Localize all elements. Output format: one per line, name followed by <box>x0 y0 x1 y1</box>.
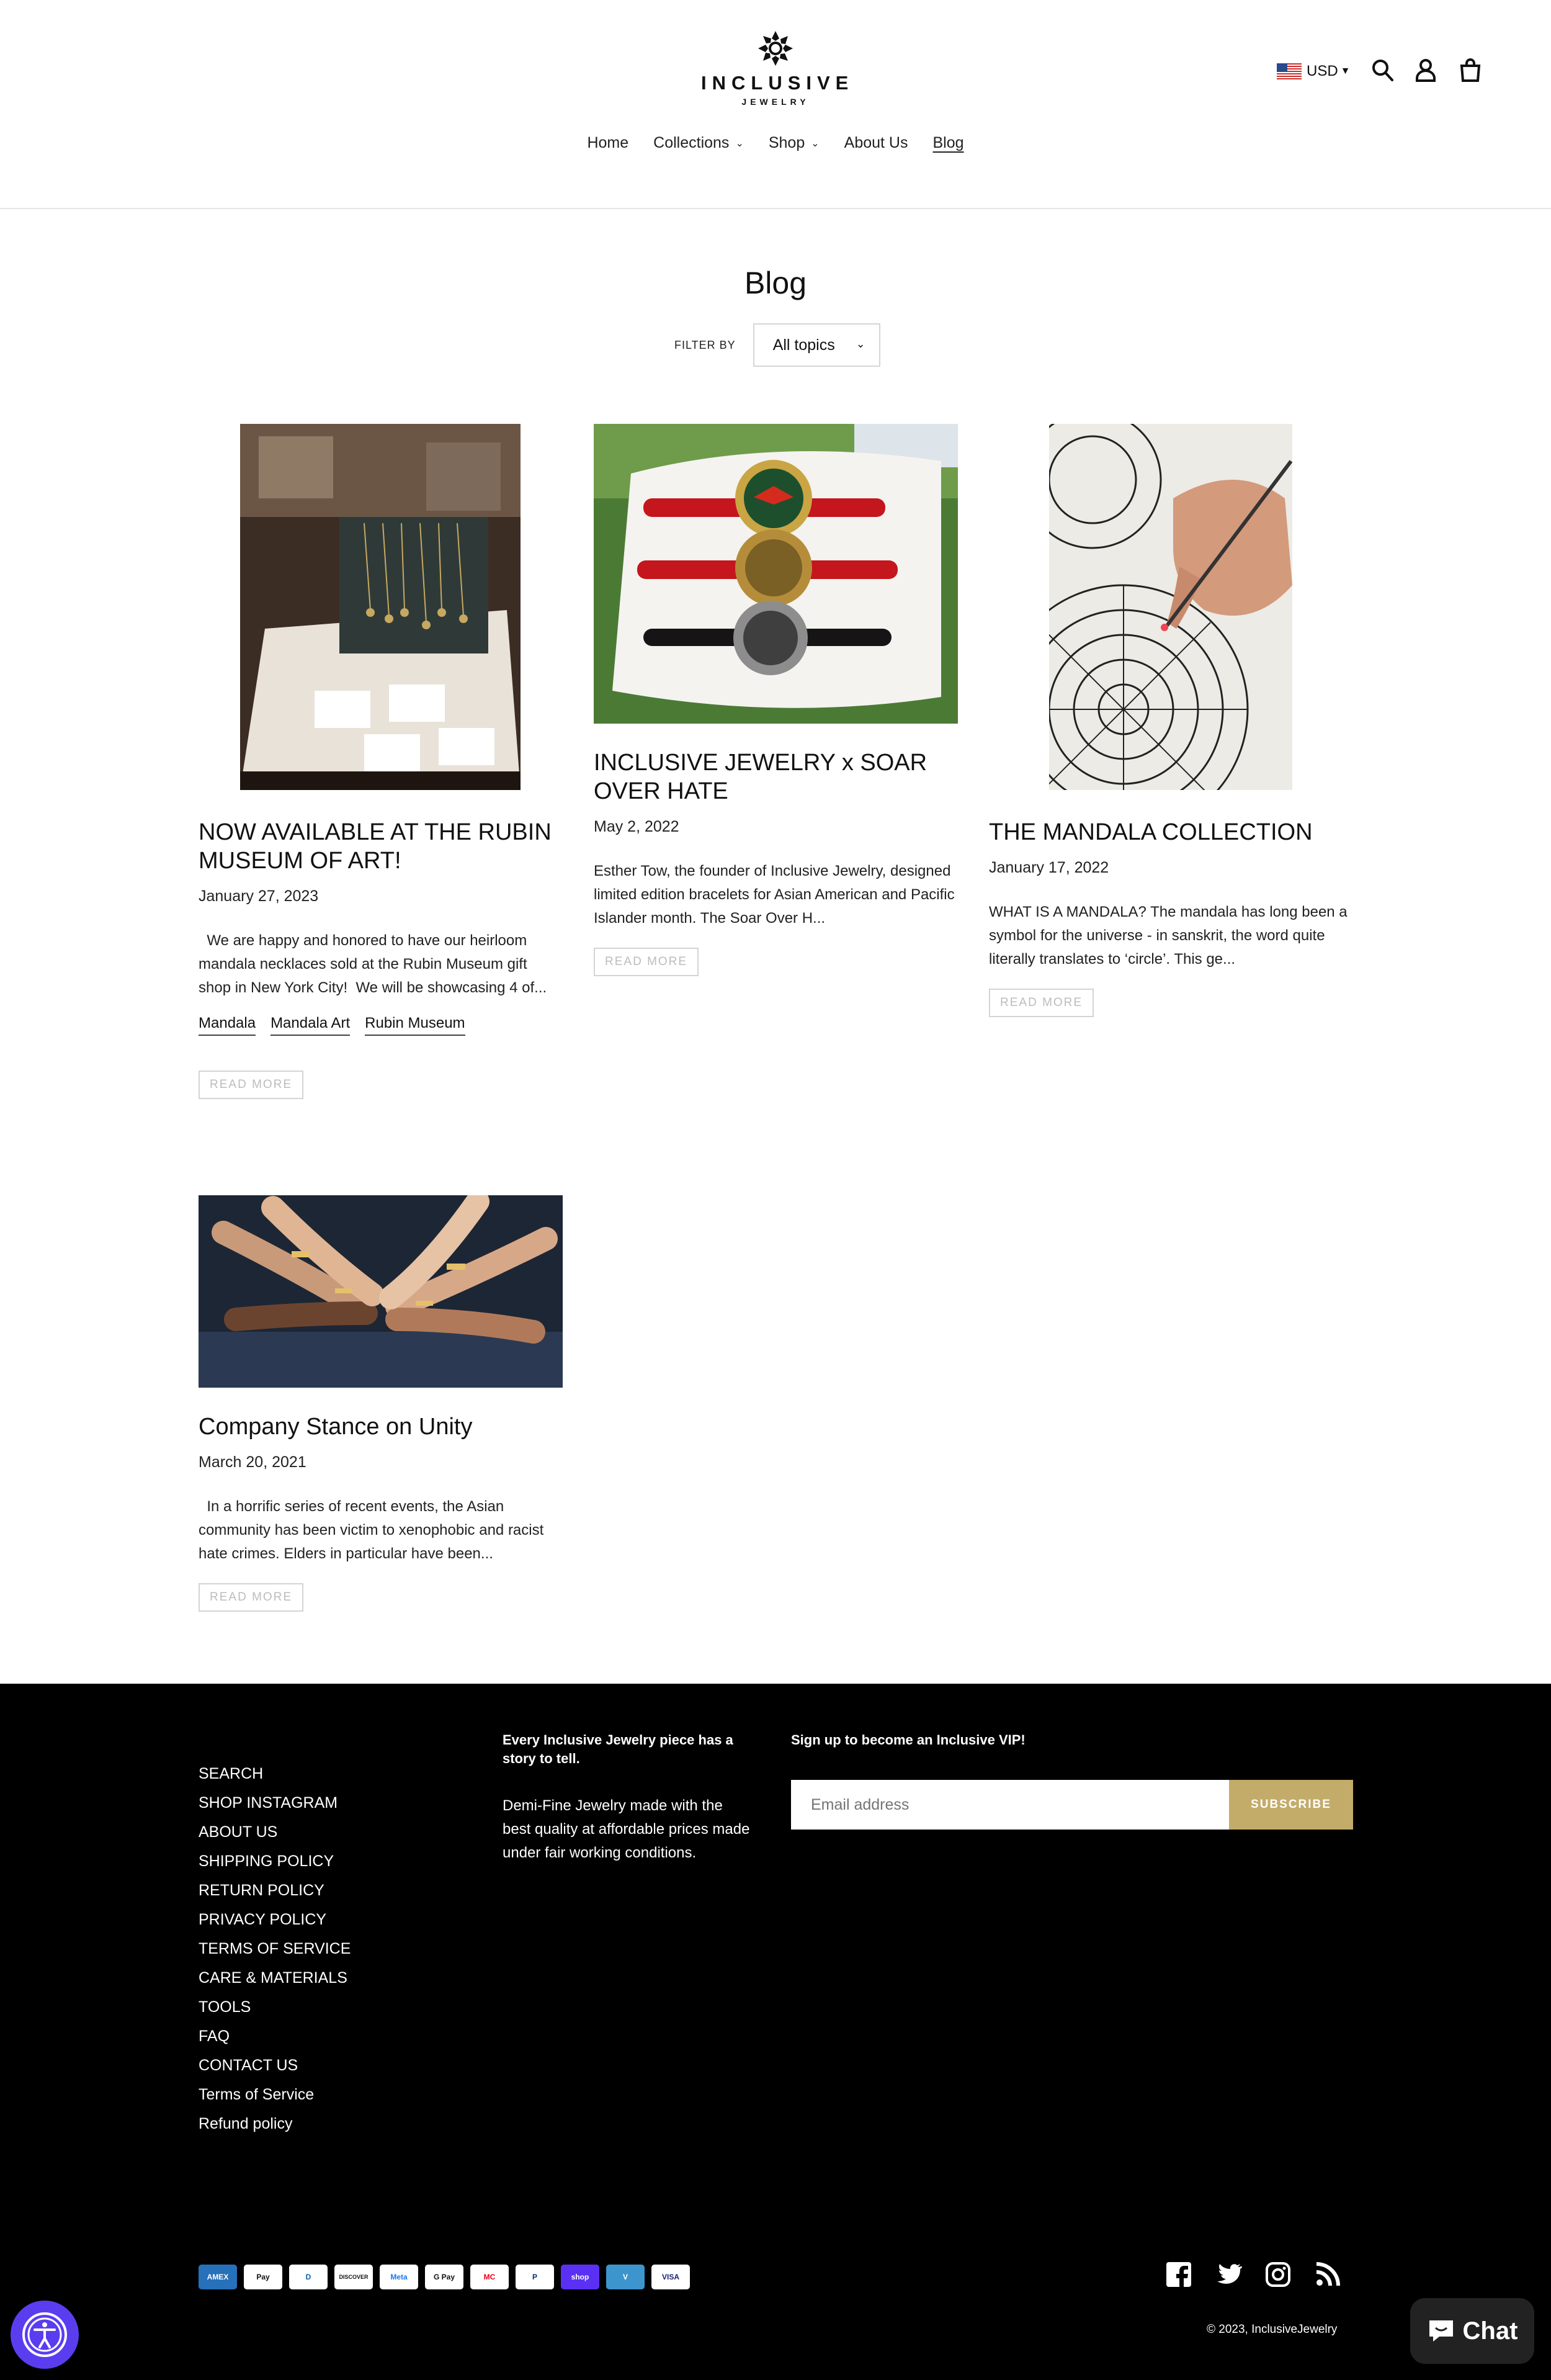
tag-mandala[interactable]: Mandala <box>199 1015 256 1036</box>
meta-pay-icon: Meta <box>380 2265 418 2289</box>
discover-icon: DISCOVER <box>334 2265 373 2289</box>
nav-shop[interactable]: Shop ⌄ <box>768 134 820 151</box>
nav-home[interactable]: Home <box>587 134 629 151</box>
chevron-down-icon: ⌄ <box>811 138 820 149</box>
tag-mandala-art[interactable]: Mandala Art <box>270 1015 350 1036</box>
accessibility-icon <box>20 2310 69 2360</box>
currency-label: USD <box>1307 63 1338 79</box>
chevron-down-icon: ⌄ <box>735 138 744 149</box>
caret-down-icon: ▼ <box>1340 66 1351 76</box>
search-icon[interactable] <box>1370 57 1395 83</box>
rss-icon[interactable] <box>1314 2261 1341 2288</box>
footer-link-return-policy[interactable]: RETURN POLICY <box>199 1882 324 1899</box>
nav-collections[interactable]: Collections ⌄ <box>653 134 744 151</box>
footer-link-search[interactable]: SEARCH <box>199 1765 264 1782</box>
chat-label: Chat <box>1462 2317 1518 2345</box>
us-flag-icon <box>1277 63 1302 79</box>
footer-link-terms-of-service-2[interactable]: Terms of Service <box>199 2086 315 2103</box>
article-card <box>199 424 563 1099</box>
read-more-button[interactable]: READ MORE <box>199 1071 303 1099</box>
read-more-button[interactable]: READ MORE <box>594 948 699 976</box>
nav-about-us[interactable]: About Us <box>844 134 908 151</box>
diners-club-icon: D <box>289 2265 328 2289</box>
footer-link-terms-of-service[interactable]: TERMS OF SERVICE <box>199 1940 351 1957</box>
footer-story-text: Demi-Fine Jewelry made with the best quality at affordable prices made under fair working conditions. <box>503 1797 750 1861</box>
instagram-icon[interactable] <box>1264 2261 1292 2288</box>
article-excerpt: Esther Tow, the founder of Inclusive Jewelry, designed limited edition bracelets for Asian American and Pacific Islander month. The Soar Over H... <box>594 863 955 927</box>
logo-title: INCLUSIVE <box>701 72 854 94</box>
article-excerpt: In a horrific series of recent events, the Asian community has been victim to xenophobic and racist hate crimes. Elders in particular have been... <box>199 1498 548 1562</box>
visa-icon: VISA <box>651 2265 690 2289</box>
article-title[interactable]: Company Stance on Unity <box>199 1414 473 1440</box>
read-more-button[interactable]: READ MORE <box>989 989 1094 1017</box>
logo-subtitle: JEWELRY <box>741 97 810 107</box>
footer-link-privacy-policy[interactable]: PRIVACY POLICY <box>199 1911 327 1928</box>
article-title[interactable]: INCLUSIVE JEWELRY x SOAR OVER HATE <box>594 750 927 804</box>
facebook-icon[interactable] <box>1165 2261 1192 2288</box>
nav-blog[interactable]: Blog <box>932 134 964 151</box>
read-more-button[interactable]: READ MORE <box>199 1583 303 1612</box>
tag-rubin-museum[interactable]: Rubin Museum <box>365 1015 465 1036</box>
google-pay-icon: G Pay <box>425 2265 463 2289</box>
social-links <box>1165 2261 1341 2288</box>
mastercard-icon: MC <box>470 2265 509 2289</box>
footer-link-shipping-policy[interactable]: SHIPPING POLICY <box>199 1852 334 1870</box>
payment-icons <box>199 2265 690 2289</box>
site-header <box>0 0 1551 209</box>
footer-link-shop-instagram[interactable]: SHOP INSTAGRAM <box>199 1794 338 1812</box>
article-image-mandala[interactable] <box>1049 424 1292 790</box>
twitter-icon[interactable] <box>1215 2261 1242 2288</box>
article-image-rubin-museum[interactable] <box>240 424 521 790</box>
topic-filter <box>674 323 880 367</box>
logo-mark-icon <box>754 27 797 70</box>
footer-link-about-us[interactable]: ABOUT US <box>199 1823 278 1841</box>
article-image-soar-over-hate[interactable] <box>594 424 958 724</box>
article-tags <box>199 1015 563 1036</box>
shop-pay-icon: shop <box>561 2265 599 2289</box>
article-card <box>199 1195 563 1612</box>
footer-signup-heading: Sign up to become an Inclusive VIP! <box>791 1732 1026 1748</box>
chat-button[interactable] <box>1410 2298 1534 2364</box>
copyright: © 2023, InclusiveJewelry <box>1207 2323 1338 2336</box>
article-excerpt: WHAT IS A MANDALA? The mandala has long been a symbol for the universe - in sanskrit, the word quite literally translates to ‘circle’. This ge... <box>989 904 1348 968</box>
main-nav <box>0 130 1551 156</box>
topic-select[interactable] <box>753 323 880 367</box>
article-title[interactable]: THE MANDALA COLLECTION <box>989 819 1313 845</box>
article-date: March 20, 2021 <box>199 1453 306 1471</box>
subscribe-button[interactable]: SUBSCRIBE <box>1229 1780 1353 1830</box>
amex-icon: AMEX <box>199 2265 237 2289</box>
venmo-icon: V <box>606 2265 645 2289</box>
chat-icon <box>1427 2318 1455 2344</box>
filter-label: FILTER BY <box>674 338 736 351</box>
topic-select-value: All topics <box>772 336 835 354</box>
article-date: May 2, 2022 <box>594 818 679 835</box>
chevron-down-icon: ⌄ <box>856 338 865 350</box>
apple-pay-icon: Pay <box>244 2265 282 2289</box>
article-card <box>989 424 1353 1017</box>
footer-links <box>199 1759 351 2139</box>
email-input[interactable] <box>791 1780 1229 1830</box>
footer-link-care-materials[interactable]: CARE & MATERIALS <box>199 1969 347 1987</box>
account-icon[interactable] <box>1413 57 1438 83</box>
footer-link-faq[interactable]: FAQ <box>199 2027 230 2045</box>
accessibility-button[interactable] <box>11 2301 79 2369</box>
article-excerpt: We are happy and honored to have our heirloom mandala necklaces sold at the Rubin Museum gift shop in New York City! We will be showcasing 4 of... <box>199 932 547 996</box>
footer-link-refund-policy[interactable]: Refund policy <box>199 2115 293 2132</box>
currency-selector[interactable] <box>1277 61 1351 82</box>
article-date: January 17, 2022 <box>989 859 1109 876</box>
page-title: Blog <box>744 266 807 300</box>
site-footer <box>0 1684 1551 2380</box>
article-image-unity[interactable] <box>199 1195 563 1388</box>
footer-link-tools[interactable]: TOOLS <box>199 1998 251 2016</box>
cart-icon[interactable] <box>1458 57 1483 83</box>
site-logo[interactable] <box>701 27 854 110</box>
article-card <box>594 424 958 976</box>
footer-story-heading: Every Inclusive Jewelry piece has a story to tell. <box>503 1732 733 1766</box>
article-date: January 27, 2023 <box>199 887 319 905</box>
footer-link-contact-us[interactable]: CONTACT US <box>199 2057 298 2074</box>
article-title[interactable]: NOW AVAILABLE AT THE RUBIN MUSEUM OF ART! <box>199 819 552 874</box>
paypal-icon: P <box>516 2265 554 2289</box>
